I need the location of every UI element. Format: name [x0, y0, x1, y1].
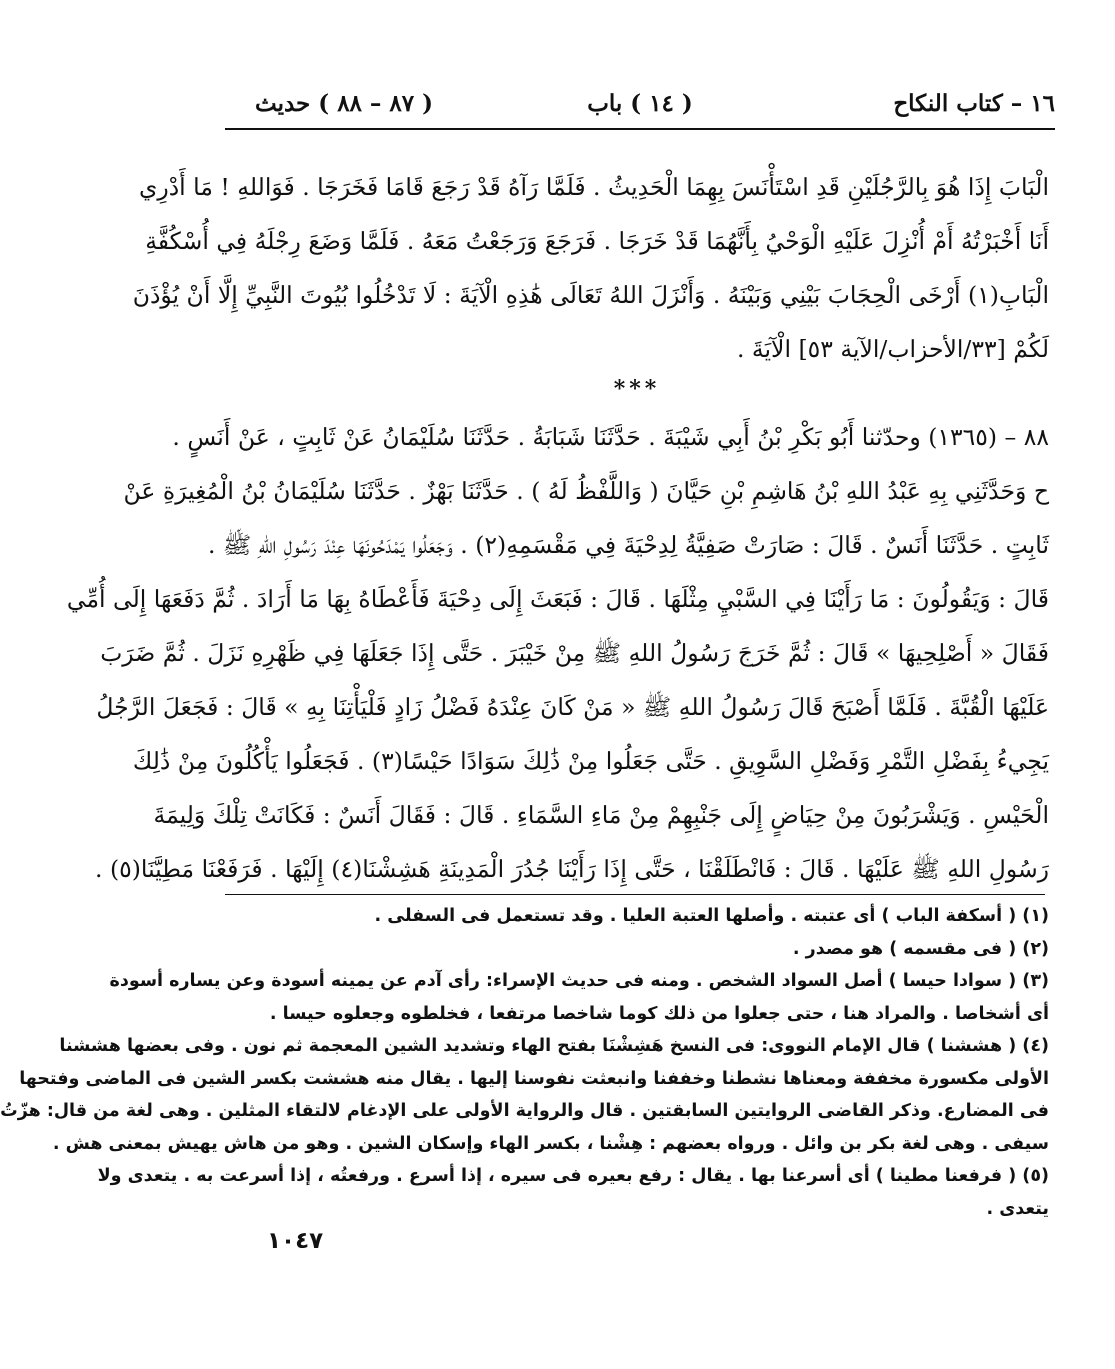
text-line: ح وَحَدَّثَنِي بِهِ عَبْدُ اللهِ بْنُ هَاشِمِ بْنِ حَيَّانَ ( وَاللَّفْظُ لَهُ ) . حَدَّثَنَا بَهْزٌ . حَدَّثَنَا سُلَيْمَانُ بْنُ الْمُغِيرَةِ عَنْ: [123, 477, 1049, 505]
footnote-line: سيفى . وهى لغة بكر بن وائل . ورواه بعضهم : هِشْنا ، بكسر الهاء وإسكان الشين . وهو من هاش يهيش بمعنى هش .: [52, 1133, 1049, 1154]
text-line: ثَابِتٍ . حَدَّثَنَا أَنَسٌ . قَالَ : صَارَتْ صَفِيَّةُ لِدِحْيَةَ فِي مَقْسَمِهِ(٢) . وَجَعَلُوا يَمْدَحُونَهَا عِنْدَ رَسُولِ اللهِ ﷺ .: [207, 531, 1049, 559]
text-line: ٨٨ – (١٣٦٥) وحدّثنا أَبُو بَكْرِ بْنُ أَبِي شَيْبَةَ . حَدَّثَنَا شَبَابَةُ . حَدَّثَنَا سُلَيْمَانُ عَنْ ثَابِتٍ ، عَنْ أَنَسٍ .: [172, 423, 1049, 451]
section-separator: ***: [613, 376, 661, 402]
text-line: الْبَابَ إِذَا هُوَ بِالرَّجُلَيْنِ قَدِ اسْتَأْنَسَ بِهِمَا الْحَدِيثُ . فَلَمَّا رَآهُ قَدْ رَجَعَ قَامَا فَخَرَجَا . فَوَاللهِ ! مَا أَدْرِي: [138, 173, 1049, 201]
text-line: عَلَيْهَا الْقُبَّةَ . فَلَمَّا أَصْبَحَ قَالَ رَسُولُ اللهِ ﷺ « مَنْ كَانَ عِنْدَهُ فَضْلُ زَادٍ فَلْيَأْتِنَا بِهِ » قَالَ : فَجَعَلَ الرَّجُلُ: [96, 693, 1049, 721]
footnote-line: (٢) ( فى مقسمه ) هو مصدر .: [792, 938, 1049, 959]
hadith-88: [66, 410, 1049, 896]
header-hadith-range: ( ٨٧ – ٨٨ ) حديث: [255, 90, 434, 117]
text-line: لَكُمْ [٣٣/الأحزاب/الآية ٥٣] الْآيَةَ .: [736, 335, 1049, 363]
page-number: ١٠٤٧: [267, 1228, 324, 1254]
footnotes: [0, 900, 1049, 1225]
header-divider: [225, 128, 1055, 130]
header-chapter: ( ١٤ ) باب: [587, 90, 693, 117]
footnote-line: (٥) ( فرفعنا مطينا ) أى أسرعنا بها . يقال : رفع بعيره فى سيره ، إذا أسرع . ورفعتُه ، إذا أسرعت به . يتعدى ولا: [97, 1166, 1049, 1186]
text-line: فَقَالَ « أَصْلِحِيهَا » قَالَ : ثُمَّ خَرَجَ رَسُولُ اللهِ ﷺ مِنْ خَيْبَرَ . حَتَّى إِذَا جَعَلَهَا فِي ظَهْرِهِ نَزَلَ . ثُمَّ ضَرَبَ: [100, 639, 1049, 667]
footnote-line: (٣) ( سوادا حيسا ) أصل السواد الشخص . ومنه فى حديث الإسراء: رأى آدم عن يمينه أسودة وعن يساره أسودة: [109, 971, 1049, 991]
text-line: رَسُولِ اللهِ ﷺ عَلَيْهَا . قَالَ : فَانْطَلَقْنَا ، حَتَّى إِذَا رَأَيْنَا جُدُرَ الْمَدِينَةِ هَشِشْنَا(٤) إِلَيْهَا . فَرَفَعْنَا مَطِيَّنَا(٥) .: [95, 855, 1049, 883]
footnote-line: فى المضارع. وذكر القاضى الروايتين السابقتين . قال والرواية الأولى على الإدغام لالتقاء المثلين . وهى لغة من قال: هزّتُ: [0, 1101, 1049, 1121]
footnote-line: (١) ( أسكفة الباب ) أى عتبته . وأصلها العتبة العليا . وقد تستعمل فى السفلى .: [374, 906, 1049, 926]
running-header: [225, 86, 1055, 128]
hadith-87-continuation: [132, 160, 1049, 376]
text-line: الْحَيْسِ . وَيَشْرَبُونَ مِنْ حِيَاضٍ إِلَى جَنْبِهِمْ مِنْ مَاءِ السَّمَاءِ . قَالَ : فَقَالَ أَنَسٌ : فَكَانَتْ تِلْكَ وَلِيمَةَ: [153, 801, 1049, 829]
footnote-line: الأولى مكسورة مخففة ومعناها نشطنا وخففنا وانبعثت نفوسنا إليها . يقال منه هششت بكسر الشين فى الماضى وفتحها: [19, 1068, 1049, 1089]
text-line: يَجِيءُ بِفَضْلِ التَّمْرِ وَفَضْلِ السَّوِيقِ . حَتَّى جَعَلُوا مِنْ ذَٰلِكَ سَوَادًا حَيْسًا(٣) . فَجَعَلُوا يَأْكُلُونَ مِنْ ذَٰلِكَ: [132, 747, 1049, 775]
text-line: الْبَابِ(١) أَرْخَى الْحِجَابَ بَيْنِي وَبَيْنَهُ . وَأَنْزَلَ اللهُ تَعَالَى هَٰذِهِ الْآيَةَ : لَا تَدْخُلُوا بُيُوتَ النَّبِيِّ إِلَّا أَنْ يُؤْذَنَ: [132, 281, 1049, 309]
text-line: أَنَا أَخْبَرْتُهُ أَمْ أُنْزِلَ عَلَيْهِ الْوَحْيُ بِأَنَّهُمَا قَدْ خَرَجَا . فَرَجَعَ وَرَجَعْتُ مَعَهُ . فَلَمَّا وَضَعَ رِجْلَهُ فِي أُسْكُفَّةِ: [145, 227, 1049, 255]
footnote-divider: [225, 894, 1045, 895]
text-line: قَالَ : وَيَقُولُونَ : مَا رَأَيْنَا فِي السَّبْيِ مِثْلَهَا . قَالَ : فَبَعَثَ إِلَى دِحْيَةَ فَأَعْطَاهُ بِهَا مَا أَرَادَ . ثُمَّ دَفَعَهَا إِلَى أُمِّي: [66, 585, 1049, 613]
footnote-line: يتعدى .: [986, 1198, 1049, 1219]
footnote-line: أى أشخاصا . والمراد هنا ، حتى جعلوا من ذلك كوما شاخصا مرتفعا ، فخلطوه وجعلوه حيسا .: [269, 1003, 1049, 1024]
footnote-line: (٤) ( هششنا ) قال الإمام النووى: فى النسخ هَشِشْنَا بفتح الهاء وتشديد الشين المعجمة ثم نون . وفى بعضها هششنا: [59, 1036, 1049, 1056]
header-book-title: ١٦ – كتاب النكاح: [893, 90, 1055, 117]
